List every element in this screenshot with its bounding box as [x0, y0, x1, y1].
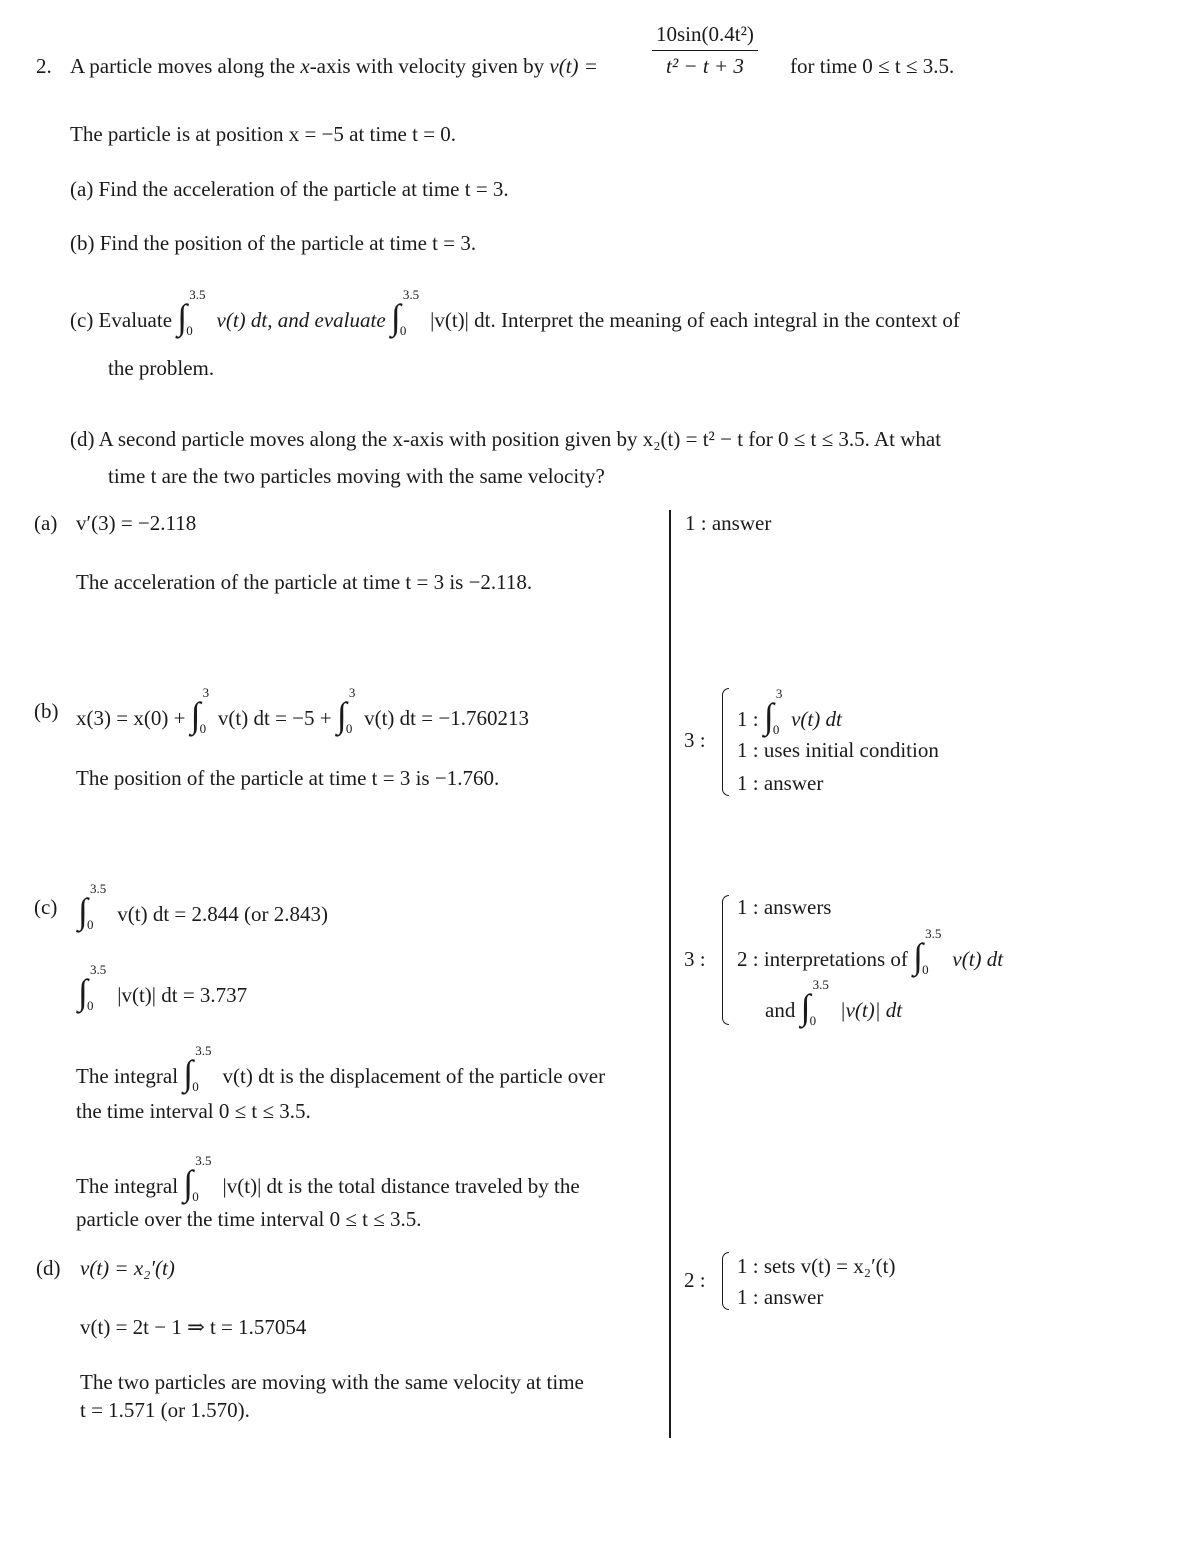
scoring-c-brace [722, 895, 729, 1025]
integral-sign: ∫ 3.5 0 [183, 1043, 212, 1094]
question-part-a: (a) Find the acceleration of the particle at time t = 3. [70, 177, 509, 201]
part-c-tail: the problem. [108, 356, 215, 380]
solution-d-eq1: v(t) = x₂′(t) [80, 1256, 175, 1280]
scoring-c-2-label: 2 : interpretations of [737, 947, 908, 971]
solution-d-eq2: v(t) = 2t − 1 ⇒ t = 1.57054 [80, 1315, 307, 1339]
lower-limit: 0 [399, 323, 407, 338]
integral-sign: ∫ 3 0 [336, 685, 356, 736]
lower-limit: 0 [186, 323, 193, 338]
solution-d-label: (d) [36, 1256, 61, 1280]
c-text1-a: The integral [76, 1064, 179, 1088]
solution-b-text: The position of the particle at time t = 3 is −1.760. [76, 766, 500, 790]
question-number: 2. [36, 54, 52, 78]
integral-sign-1: ∫ 3.5 0 [177, 287, 206, 338]
upper-limit: 3 [202, 685, 210, 700]
solution-d-text1: The two particles are moving with the same velocity at time [80, 1370, 584, 1394]
scoring-d-1: 1 : sets v(t) = x₂′(t) [737, 1254, 896, 1278]
upper-limit: 3.5 [195, 1153, 212, 1168]
integral-sign: ∫ 3 0 [190, 685, 210, 736]
integral-sign: ∫ 3.5 0 [183, 1153, 212, 1204]
upper-limit: 3.5 [925, 926, 942, 941]
scoring-c-1: 1 : answers [737, 895, 832, 919]
solution-c-eq2 [78, 962, 248, 1016]
question-part-c [70, 287, 960, 341]
c-text2-b: |v(t)| dt is the total distance traveled by the [222, 1174, 580, 1198]
scoring-c-3-label: and [765, 998, 796, 1022]
question-stem [70, 54, 598, 79]
lower-limit: 0 [199, 721, 207, 736]
scoring-b-2: 1 : uses initial condition [737, 738, 939, 762]
question-part-b: (b) Find the position of the particle at time t = 3. [70, 231, 477, 255]
lower-limit: 0 [87, 998, 94, 1013]
time-range: for time 0 ≤ t ≤ 3.5. [790, 54, 955, 78]
stem-text-b: -axis with velocity given by [309, 54, 550, 78]
solution-d-text2: t = 1.571 (or 1.570). [80, 1398, 250, 1422]
scoring-b-1-int: v(t) dt [791, 707, 842, 731]
upper-limit: 3.5 [189, 287, 206, 302]
c-eq1-text: v(t) dt = 2.844 (or 2.843) [117, 902, 328, 926]
b-eq-part1: x(3) = x(0) + [76, 706, 186, 730]
scoring-b-1-label: 1 : [737, 707, 759, 731]
scoring-b-total: 3 : [684, 728, 706, 752]
velocity-fraction [652, 22, 758, 79]
upper-limit: 3.5 [195, 1043, 212, 1058]
scoring-b-3: 1 : answer [737, 771, 824, 795]
upper-limit: 3.5 [90, 962, 107, 977]
stem-var: x [300, 54, 310, 78]
initial-condition: The particle is at position x = −5 at time t = 0. [70, 122, 457, 146]
solution-a-label: (a) [34, 511, 58, 535]
scoring-b-brace [722, 688, 729, 796]
upper-limit: 3.5 [812, 977, 829, 992]
scoring-c-2-int: v(t) dt [952, 947, 1004, 971]
scoring-c-3 [765, 977, 903, 1031]
solution-c-text2-cont: particle over the time interval 0 ≤ t ≤ 3.5. [76, 1207, 422, 1231]
part-c-int1: v(t) dt, and evaluate [216, 308, 386, 332]
question-part-d-line1: (d) A second particle moves along the x-axis with position given by x₂(t) = t² − t for 0 ≤ t ≤ 3.5. At what [70, 427, 942, 451]
scoring-d-brace [722, 1252, 729, 1310]
solution-b-equation [76, 685, 529, 739]
c-eq2-text: |v(t)| dt = 3.737 [117, 983, 248, 1007]
upper-limit: 3 [775, 686, 783, 701]
scoring-c-total: 3 : [684, 947, 706, 971]
integral-sign: ∫ 3.5 0 [78, 881, 107, 932]
solution-b-label: (b) [34, 699, 59, 723]
scoring-a: 1 : answer [685, 511, 772, 535]
scoring-d-2: 1 : answer [737, 1285, 824, 1309]
solution-c-label: (c) [34, 895, 58, 919]
lower-limit: 0 [87, 917, 94, 932]
integral-sign: ∫ 3.5 0 [78, 962, 107, 1013]
b-eq-part3: v(t) dt = −1.760213 [364, 706, 529, 730]
integral-sign: ∫ 3.5 0 [800, 977, 829, 1028]
integral-sign: ∫ 3.5 0 [913, 926, 942, 977]
integral-sign-2: ∫ 3.5 0 [390, 287, 420, 338]
upper-limit: 3 [348, 685, 356, 700]
stem-v: v(t) = [549, 54, 598, 78]
c-text2-a: The integral [76, 1174, 179, 1198]
lower-limit: 0 [809, 1013, 817, 1028]
solution-a-text: The acceleration of the particle at time t = 3 is −2.118. [76, 570, 533, 594]
lower-limit: 0 [345, 721, 353, 736]
solution-c-text1 [76, 1043, 606, 1097]
solution-c-text2 [76, 1153, 580, 1207]
scoring-c-3-int: |v(t)| dt [839, 998, 903, 1022]
integral-sign: ∫ 3 0 [763, 686, 783, 737]
part-c-int2: |v(t)| dt. Interpret the meaning of each integral in the context of [430, 308, 960, 332]
c-text1-b: v(t) dt is the displacement of the particle over [222, 1064, 606, 1088]
solution-c-text1-cont: the time interval 0 ≤ t ≤ 3.5. [76, 1099, 311, 1123]
solution-a-equation: v′(3) = −2.118 [76, 511, 197, 535]
fraction-numerator: 10sin(0.4t²) [652, 22, 758, 51]
fraction-denominator: t² − t + 3 [666, 54, 744, 78]
question-part-d-line2: time t are the two particles moving with the same velocity? [108, 464, 605, 488]
solution-c-eq1 [78, 881, 328, 935]
stem-text-a: A particle moves along the [70, 54, 301, 78]
upper-limit: 3.5 [402, 287, 420, 302]
b-eq-part2: v(t) dt = −5 + [217, 706, 332, 730]
lower-limit: 0 [772, 722, 780, 737]
lower-limit: 0 [922, 962, 929, 977]
scoring-b-1 [737, 686, 842, 740]
upper-limit: 3.5 [90, 881, 107, 896]
scoring-c-2 [737, 926, 1004, 980]
part-c-lead: (c) Evaluate [70, 308, 173, 332]
lower-limit: 0 [192, 1079, 199, 1094]
scoring-d-total: 2 : [684, 1268, 706, 1292]
column-divider [669, 510, 671, 1438]
lower-limit: 0 [192, 1189, 199, 1204]
